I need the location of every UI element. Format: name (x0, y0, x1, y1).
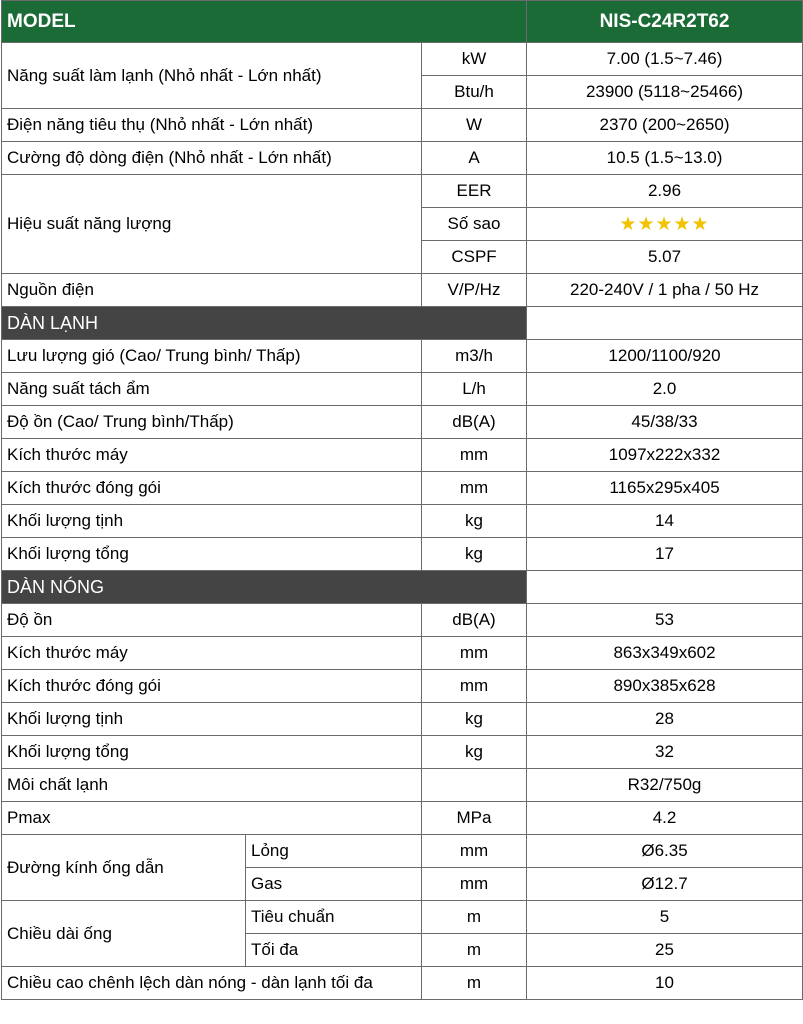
row-label: Lưu lượng gió (Cao/ Trung bình/ Thấp) (2, 340, 422, 373)
row-value: 863x349x602 (527, 637, 803, 670)
pipe-length-sub-standard: Tiêu chuẩn (246, 901, 422, 934)
model-label: MODEL (2, 1, 527, 43)
row-value: 1097x222x332 (527, 439, 803, 472)
table-row (2, 736, 803, 769)
row-label: Khối lượng tịnh (2, 703, 422, 736)
table-row (2, 604, 803, 637)
capacity-label: Năng suất làm lạnh (Nhỏ nhất - Lớn nhất) (2, 43, 422, 109)
row-value: Ø6.35 (527, 835, 803, 868)
row-label: Kích thước máy (2, 439, 422, 472)
table-row (2, 43, 803, 76)
section-blank-cell (527, 571, 803, 604)
height-diff-value: 10 (527, 967, 803, 1000)
current-value: 10.5 (1.5~13.0) (527, 142, 803, 175)
efficiency-value-eer: 2.96 (527, 175, 803, 208)
star-icons: ★★★★★ (619, 213, 710, 235)
row-unit: mm (422, 637, 527, 670)
table-row (2, 901, 803, 934)
capacity-unit-btu: Btu/h (422, 76, 527, 109)
spec-table (1, 0, 803, 1000)
table-row (2, 175, 803, 208)
row-unit: MPa (422, 802, 527, 835)
row-value: 2.0 (527, 373, 803, 406)
row-value: 53 (527, 604, 803, 637)
power-unit: W (422, 109, 527, 142)
pipe-length-label: Chiều dài ống (2, 901, 246, 967)
model-value: NIS-C24R2T62 (527, 1, 803, 43)
row-value: 14 (527, 505, 803, 538)
row-unit: kg (422, 736, 527, 769)
height-diff-label: Chiều cao chênh lệch dàn nóng - dàn lạnh tối đa (2, 967, 422, 1000)
capacity-unit-kw: kW (422, 43, 527, 76)
row-unit: mm (422, 868, 527, 901)
outdoor-section-title: DÀN NÓNG (2, 571, 527, 604)
row-unit: m (422, 934, 527, 967)
row-unit: m3/h (422, 340, 527, 373)
row-value: 28 (527, 703, 803, 736)
row-unit: kg (422, 703, 527, 736)
star-rating (527, 208, 803, 241)
pipe-diameter-sub-gas: Gas (246, 868, 422, 901)
table-row (2, 538, 803, 571)
capacity-value-kw: 7.00 (1.5~7.46) (527, 43, 803, 76)
table-row (2, 439, 803, 472)
row-value: 32 (527, 736, 803, 769)
row-unit: kg (422, 505, 527, 538)
section-blank-cell (527, 307, 803, 340)
height-diff-unit: m (422, 967, 527, 1000)
row-label: Kích thước đóng gói (2, 670, 422, 703)
table-row (2, 670, 803, 703)
row-value: R32/750g (527, 769, 803, 802)
row-unit: L/h (422, 373, 527, 406)
row-label: Môi chất lạnh (2, 769, 422, 802)
efficiency-label: Hiệu suất năng lượng (2, 175, 422, 274)
row-unit: m (422, 901, 527, 934)
row-unit: dB(A) (422, 604, 527, 637)
table-row (2, 802, 803, 835)
efficiency-unit-eer: EER (422, 175, 527, 208)
table-row (2, 274, 803, 307)
table-row (2, 406, 803, 439)
pipe-diameter-label: Đường kính ống dẫn (2, 835, 246, 901)
row-label: Năng suất tách ẩm (2, 373, 422, 406)
row-unit: kg (422, 538, 527, 571)
row-value: 1200/1100/920 (527, 340, 803, 373)
table-row (2, 769, 803, 802)
power-value: 2370 (200~2650) (527, 109, 803, 142)
row-label: Độ ồn (2, 604, 422, 637)
supply-unit: V/P/Hz (422, 274, 527, 307)
row-unit: mm (422, 472, 527, 505)
capacity-value-btu: 23900 (5118~25466) (527, 76, 803, 109)
row-unit: mm (422, 670, 527, 703)
supply-value: 220-240V / 1 pha / 50 Hz (527, 274, 803, 307)
row-value: 1165x295x405 (527, 472, 803, 505)
current-unit: A (422, 142, 527, 175)
pipe-diameter-sub-liquid: Lỏng (246, 835, 422, 868)
table-row (2, 835, 803, 868)
table-row (2, 637, 803, 670)
power-label: Điện năng tiêu thụ (Nhỏ nhất - Lớn nhất) (2, 109, 422, 142)
row-value: 4.2 (527, 802, 803, 835)
row-value: 45/38/33 (527, 406, 803, 439)
row-value: Ø12.7 (527, 868, 803, 901)
table-row (2, 703, 803, 736)
row-unit: dB(A) (422, 406, 527, 439)
row-label: Khối lượng tịnh (2, 505, 422, 538)
row-label: Kích thước đóng gói (2, 472, 422, 505)
table-row (2, 505, 803, 538)
row-value: 5 (527, 901, 803, 934)
row-value: 17 (527, 538, 803, 571)
table-row (2, 109, 803, 142)
row-label: Độ ồn (Cao/ Trung bình/Thấp) (2, 406, 422, 439)
row-label: Khối lượng tổng (2, 538, 422, 571)
row-unit: mm (422, 439, 527, 472)
table-row (2, 142, 803, 175)
pipe-length-sub-max: Tối đa (246, 934, 422, 967)
row-label: Khối lượng tổng (2, 736, 422, 769)
supply-label: Nguồn điện (2, 274, 422, 307)
table-row (2, 340, 803, 373)
row-value: 25 (527, 934, 803, 967)
table-row (2, 373, 803, 406)
row-value: 890x385x628 (527, 670, 803, 703)
current-label: Cường độ dòng điện (Nhỏ nhất - Lớn nhất) (2, 142, 422, 175)
outdoor-section-row (2, 571, 803, 604)
model-header-row (2, 1, 803, 43)
indoor-section-title: DÀN LẠNH (2, 307, 527, 340)
efficiency-value-cspf: 5.07 (527, 241, 803, 274)
row-unit (422, 769, 527, 802)
table-row (2, 967, 803, 1000)
efficiency-unit-cspf: CSPF (422, 241, 527, 274)
indoor-section-row (2, 307, 803, 340)
table-row (2, 472, 803, 505)
efficiency-unit-stars: Số sao (422, 208, 527, 241)
row-label: Pmax (2, 802, 422, 835)
row-unit: mm (422, 835, 527, 868)
row-label: Kích thước máy (2, 637, 422, 670)
